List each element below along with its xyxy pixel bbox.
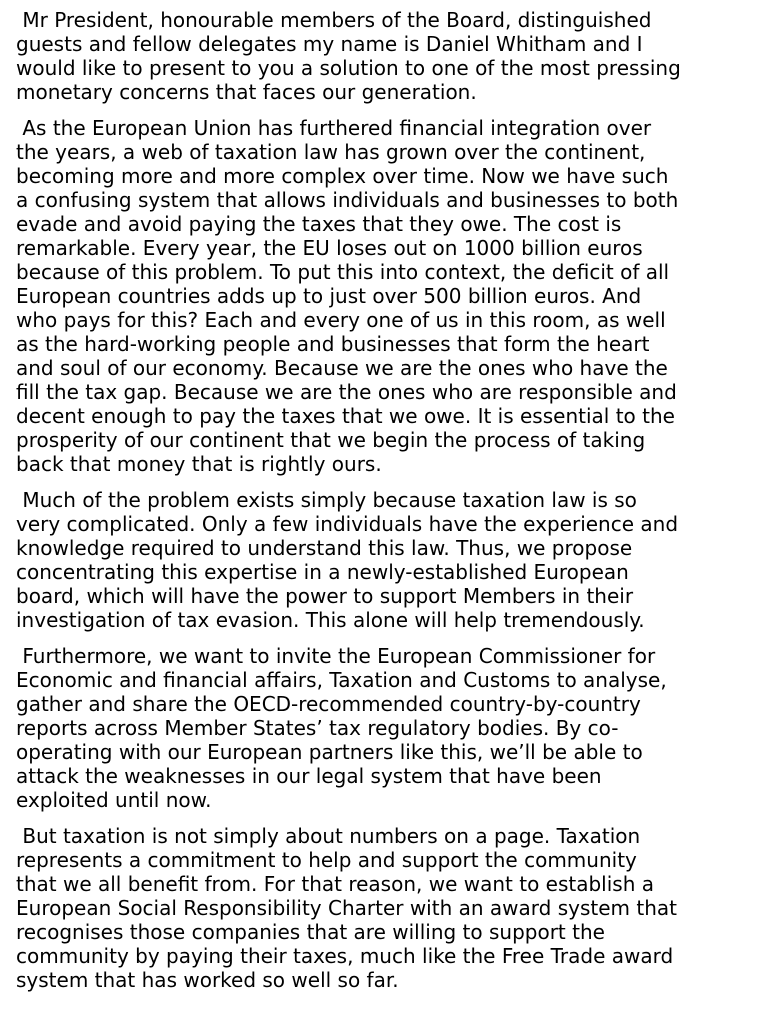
text-line: very complicated. Only a few individuals have the experience and (16, 512, 679, 536)
text-line: Mr President, honourable members of the Board, distinguished (16, 8, 652, 32)
text-line: system that has worked so well so far. (16, 968, 399, 992)
text-line: reports across Member States’ tax regulatory bodies. By co- (16, 716, 619, 740)
text-line: back that money that is rightly ours. (16, 452, 382, 476)
text-line: As the European Union has furthered financial integration over (16, 116, 652, 140)
text-line: Much of the problem exists simply because taxation law is so (16, 488, 637, 512)
text-line: recognises those companies that are willing to support the (16, 920, 605, 944)
text-line: decent enough to pay the taxes that we owe. It is essential to the (16, 404, 675, 428)
text-line: concentrating this expertise in a newly-established European (16, 560, 629, 584)
text-line: remarkable. Every year, the EU loses out on 1000 billion euros (16, 236, 643, 260)
text-line: Furthermore, we want to invite the European Commissioner for (16, 644, 656, 668)
text-line: evade and avoid paying the taxes that they owe. The cost is (16, 212, 622, 236)
text-line: board, which will have the power to support Members in their (16, 584, 634, 608)
text-line: represents a commitment to help and support the community (16, 848, 637, 872)
text-line: a confusing system that allows individuals and businesses to both (16, 188, 679, 212)
paragraph-complexity (16, 488, 752, 632)
text-line: community by paying their taxes, much like the Free Trade award (16, 944, 674, 968)
text-line: because of this problem. To put this into context, the deficit of all (16, 260, 670, 284)
paragraph-problem (16, 116, 752, 476)
text-line: as the hard-working people and businesses that form the heart (16, 332, 650, 356)
text-line: becoming more and more complex over time. Now we have such (16, 164, 669, 188)
text-line: But taxation is not simply about numbers on a page. Taxation (16, 824, 641, 848)
paragraph-commissioner (16, 644, 752, 812)
text-line: prosperity of our continent that we begin the process of taking (16, 428, 646, 452)
text-line: investigation of tax evasion. This alone will help tremendously. (16, 608, 645, 632)
text-line: Economic and financial affairs, Taxation and Customs to analyse, (16, 668, 667, 692)
text-line: guests and fellow delegates my name is Daniel Whitham and I (16, 32, 643, 56)
text-line: monetary concerns that faces our generation. (16, 80, 477, 104)
text-line: gather and share the OECD-recommended country-by-country (16, 692, 641, 716)
text-line: that we all benefit from. For that reason, we want to establish a (16, 872, 655, 896)
text-line: operating with our European partners like this, we’ll be able to (16, 740, 643, 764)
text-line: attack the weaknesses in our legal system that have been (16, 764, 602, 788)
text-line: European countries adds up to just over 500 billion euros. And (16, 284, 642, 308)
text-line: would like to present to you a solution to one of the most pressing (16, 56, 681, 80)
text-line: who pays for this? Each and every one of us in this room, as well (16, 308, 666, 332)
text-line: knowledge required to understand this law. Thus, we propose (16, 536, 633, 560)
text-line: exploited until now. (16, 788, 212, 812)
text-line: fill the tax gap. Because we are the ones who are responsible and (16, 380, 677, 404)
text-line: the years, a web of taxation law has grown over the continent, (16, 140, 646, 164)
text-line: and soul of our economy. Because we are the ones who have the (16, 356, 668, 380)
text-line: European Social Responsibility Charter with an award system that (16, 896, 677, 920)
paragraph-intro (16, 8, 752, 104)
paragraph-charter (16, 824, 752, 992)
